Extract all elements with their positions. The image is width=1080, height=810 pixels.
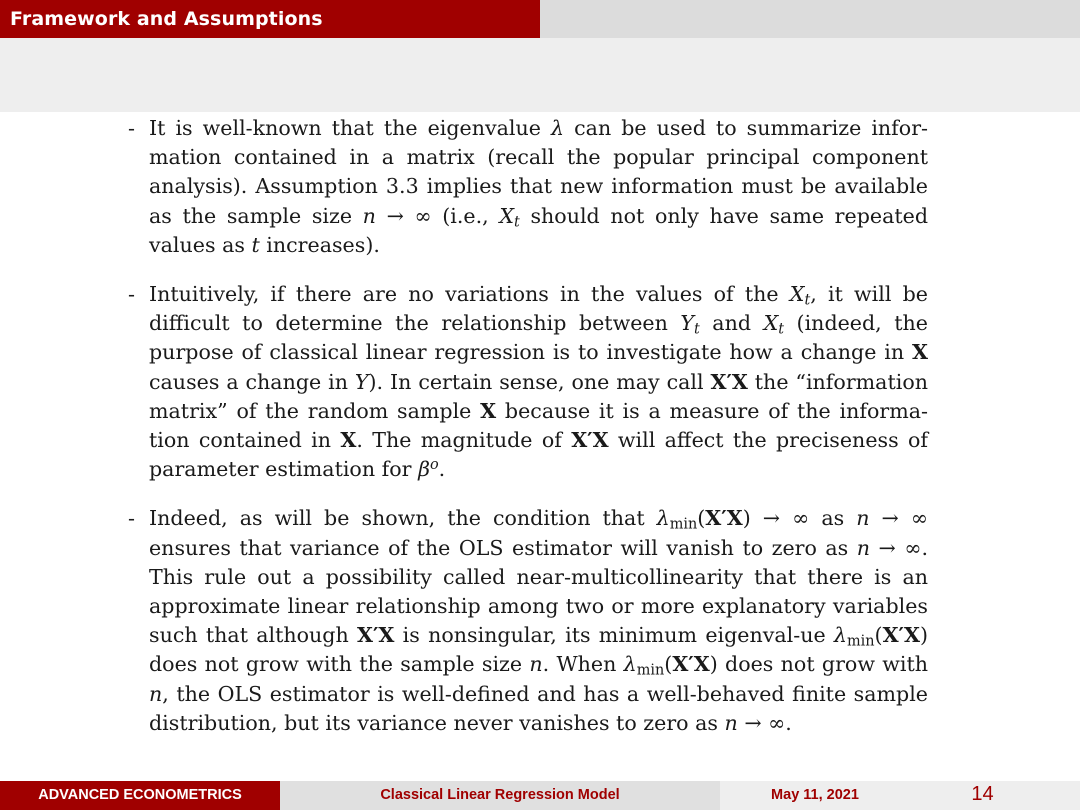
text-run: ensures that variance of the OLS estimator will vanish to zero as	[149, 535, 857, 560]
math-XpX: X′X	[571, 428, 609, 453]
text-run: does not grow with	[717, 652, 928, 677]
footer-course: ADVANCED ECONOMETRICS	[38, 787, 242, 803]
text-run: can be used to summarize infor-mation contained in a matrix (recall the popular principal component analysis). Assumption 3.3 implies that new information must be available as the sample size	[149, 116, 928, 228]
math-XpX: X′X	[357, 623, 395, 648]
footer-topic-box	[280, 781, 720, 810]
math-infinity: ∞	[768, 710, 786, 735]
bullet-dash: -	[128, 116, 135, 140]
header-title-box	[0, 0, 540, 38]
math-arrow: →	[762, 506, 781, 531]
text-run: . This rule out a possibility called near-multicollinearity that there is an approximate linear relationship among two or more explanatory variables such that although	[149, 535, 929, 648]
math-lambda: λ	[656, 506, 670, 531]
subheader-band	[0, 38, 1080, 112]
page-number: 14	[971, 783, 994, 805]
math-n: n	[724, 710, 738, 735]
footer-course-box	[0, 781, 280, 810]
footer	[0, 781, 1080, 810]
text-run: is nonsingular, its minimum eigenval-ue	[394, 623, 834, 648]
math-arrow: →	[881, 506, 899, 531]
math-Y: Y	[354, 369, 369, 394]
math-X: X	[763, 311, 779, 336]
text-run: increases).	[259, 232, 380, 257]
math-subscript-t: t	[804, 292, 811, 309]
math-lambda: λ	[551, 116, 565, 140]
text-run: will affect the preciseness of parameter estimation for	[149, 428, 928, 482]
slide-body	[128, 114, 928, 738]
math-infinity: ∞	[414, 203, 432, 228]
text-run: as	[809, 506, 857, 531]
text-run: , it will be difficult to determine the relationship between	[149, 282, 928, 336]
text-run: . When	[542, 652, 624, 677]
math-XpX: X′X	[882, 623, 920, 648]
math-X: X	[499, 203, 515, 228]
text-run: should not only have same repeated values as	[149, 203, 928, 257]
math-arrow: →	[744, 710, 762, 735]
bullet-min-eigenvalue: - Indeed, as will be shown, the condition that $\lambda_{min}(X'X)$ → ∞ as n → ∞ ensures that variance of the OLS estimator will vanish to zero as n → ∞. This rule out a possibility called near-multicollinearity that there is an approximate linear relationship among two or more explanatory variables such that although X′X is nonsingular, its minimum eigenval-ue $\lambda_{min}(X'X)$ does not grow with the sample size n. When $\lambda_{min}(X'X)$ does not grow with n, the OLS estimator is well-defined and has a well-behaved finite sample distribution, but its variance never vanishes to zero as n → ∞.	[128, 506, 929, 735]
math-XpX: X′X	[672, 652, 710, 677]
math-t: t	[251, 232, 260, 257]
text-run: and	[699, 311, 764, 336]
text-run: , the OLS estimator is well-defined and has a well-behaved finite sample distribution, but its variance never vanishes to zero as	[149, 681, 928, 735]
text-run: Intuitively, if there are no variations in the values of the	[149, 282, 790, 307]
math-n: n	[856, 506, 870, 531]
math-infinity: ∞	[904, 535, 922, 560]
math-bold-X: X	[480, 398, 497, 423]
math-infinity: ∞	[910, 506, 929, 531]
math-XpX: X′X	[705, 506, 743, 531]
math-XpX: X′X	[710, 369, 748, 394]
bullet-information-matrix	[128, 280, 928, 484]
text-run: (indeed, the purpose of classical linear regression is to investigate how a change in	[149, 311, 928, 365]
math-beta: β	[418, 457, 430, 482]
math-n: n	[149, 681, 163, 706]
math-subscript-min: min	[669, 517, 698, 534]
math-n: n	[529, 652, 543, 677]
math-subscript-t: t	[693, 321, 700, 338]
math-subscript-min: min	[636, 663, 665, 680]
text-run: . The magnitude of	[356, 428, 572, 453]
math-Y: Y	[680, 311, 694, 336]
text-run: It is well-known that the eigenvalue	[149, 116, 552, 140]
text-run: (i.e.,	[431, 203, 500, 228]
text-run: causes a change in	[149, 369, 355, 394]
math-superscript-o: o	[429, 457, 439, 474]
bullet-dash: -	[128, 506, 135, 531]
math-arrow: →	[386, 203, 404, 228]
footer-date: May 11, 2021	[771, 787, 859, 803]
text-run: ). In certain sense, one may call	[368, 369, 711, 394]
text-run: because it is a measure of the informa-tion contained in	[149, 398, 928, 453]
math-lambda: λ	[623, 652, 637, 677]
math-subscript-t: t	[778, 321, 785, 338]
text-run: does not grow with the sample size	[149, 652, 530, 677]
math-subscript-min: min	[846, 633, 875, 650]
page-title: Framework and Assumptions	[10, 8, 323, 30]
math-bold-X: X	[340, 428, 357, 453]
bullet-dash: -	[128, 282, 135, 307]
math-arrow: →	[878, 535, 896, 560]
math-n: n	[856, 535, 871, 560]
text-run: the “information matrix” of the random sample	[149, 369, 928, 423]
text-run: Indeed, as will be shown, the condition that	[149, 506, 657, 531]
math-subscript-t: t	[514, 214, 520, 231]
math-infinity: ∞	[792, 506, 810, 531]
bullet-eigenvalue	[128, 114, 928, 260]
math-X: X	[789, 282, 805, 307]
text-run: .	[438, 457, 446, 482]
text-run: .	[785, 710, 792, 735]
math-n: n	[362, 203, 376, 228]
footer-topic: Classical Linear Regression Model	[380, 787, 620, 803]
math-bold-X: X	[912, 340, 928, 365]
math-lambda: λ	[833, 623, 847, 648]
